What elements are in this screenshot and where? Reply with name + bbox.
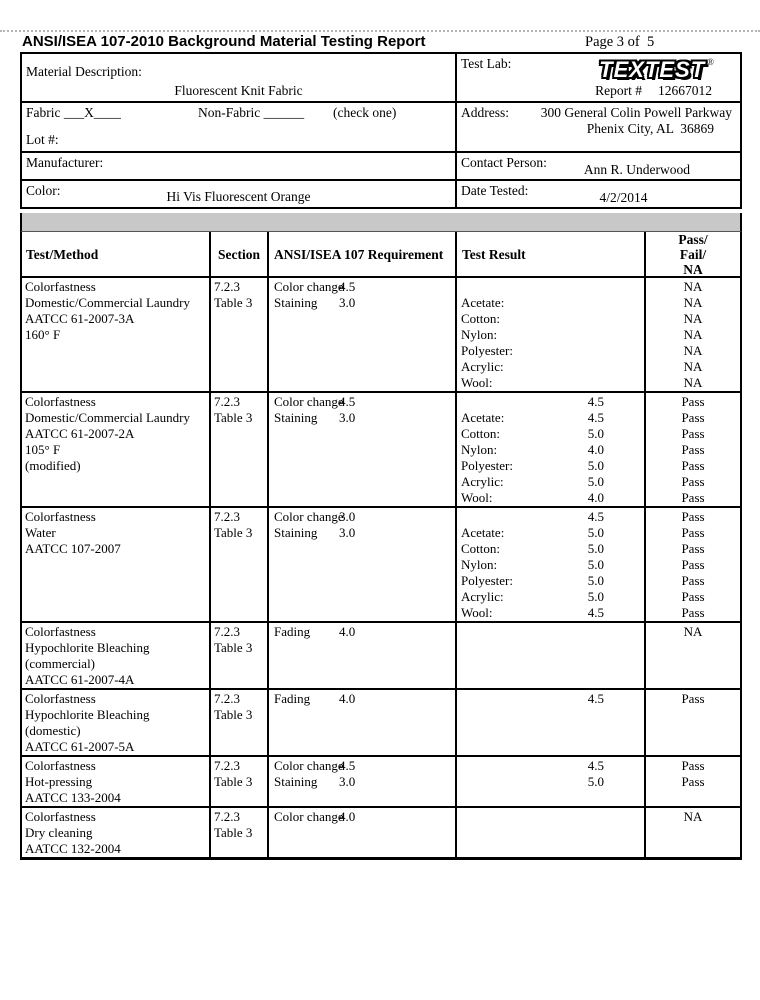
pass-fail-value: NA [683,375,703,390]
col-pass-fail: Pass/ Fail/ NA [644,232,740,277]
address-line-2: Phenix City, AL 36869 [586,121,714,136]
pass-fail-value: Pass [681,758,705,773]
requirement-line [269,624,455,640]
requirement-value: 3.0 [339,410,356,425]
requirement-cell [267,808,455,857]
result-fiber-label: Polyester: [461,458,513,473]
method-line: AATCC 132-2004 [25,841,121,856]
method-line: Colorfastness [25,691,96,706]
result-line [457,589,644,605]
report-number-value: 12667012 [658,83,712,98]
address-value [457,105,740,137]
date-tested-value: 4/2/2014 [599,190,648,205]
method-line: Hypochlorite Bleaching [25,707,150,722]
result-value: 4.0 [587,490,604,505]
separator-band [20,213,742,232]
date-tested-cell [455,181,740,207]
result-fiber-label: Acetate: [461,410,505,425]
fabric-label: Fabric ___X____ [26,105,121,120]
method-cell [22,808,209,857]
requirement-value: 3.0 [339,774,356,789]
requirement-cell [267,690,455,755]
section-line: 7.2.3 [214,809,240,824]
pass-cell [644,393,740,506]
result-cell [455,508,644,621]
method-line: AATCC 133-2004 [25,790,121,805]
requirement-value: 4.5 [339,279,356,294]
address-label: Address: [461,105,509,120]
method-line: AATCC 107-2007 [25,541,121,556]
result-fiber-label: Wool: [461,375,493,390]
pass-fail-value: Pass [681,525,705,540]
result-value: 5.0 [587,474,604,489]
requirement-name: Color change [274,509,344,524]
requirement-name: Staining [274,410,318,425]
result-value [604,279,644,295]
result-value [604,327,644,343]
pass-fail-value: NA [683,279,703,294]
result-value: 5.0 [587,426,604,441]
result-line [457,327,644,343]
result-line [457,426,644,442]
result-value: 5.0 [587,458,604,473]
result-value: 5.0 [587,541,604,556]
method-line: Colorfastness [25,809,96,824]
result-line [457,442,644,458]
method-line: Colorfastness [25,509,96,524]
test-row [22,393,740,508]
method-line: Colorfastness [25,758,96,773]
requirement-name: Fading [274,691,311,706]
requirement-value: 3.0 [339,295,356,310]
pass-fail-value: NA [683,359,703,374]
check-one-label: (check one) [333,105,397,120]
result-line [457,394,644,410]
result-value: 5.0 [587,557,604,572]
result-fiber-label: Acrylic: [461,589,504,604]
requirement-value: 4.0 [339,691,356,706]
pass-fail-value: Pass [681,774,705,789]
title-bar [22,33,738,51]
method-line: AATCC 61-2007-5A [25,739,135,754]
requirement-name: Color change [274,809,344,824]
result-value: 4.5 [587,394,604,409]
test-row [22,808,740,857]
requirement-cell [267,278,455,391]
pass-fail-value: Pass [681,458,705,473]
report-title: ANSI/ISEA 107-2010 Background Material Testing Report [22,33,426,50]
section-line: Table 3 [214,525,253,540]
requirement-cell [267,757,455,806]
result-value [604,375,644,391]
result-value: 5.0 [587,573,604,588]
info-row-manufacturer [22,153,740,181]
method-line: 105° F [25,442,61,457]
requirement-line [269,691,455,707]
result-line [457,410,644,426]
pass-cell [644,278,740,391]
method-line: (domestic) [25,723,81,738]
method-line: Colorfastness [25,279,96,294]
requirement-value: 4.5 [339,758,356,773]
result-line [457,509,644,525]
result-cell [455,808,644,857]
result-fiber-label: Acrylic: [461,474,504,489]
result-fiber-label: Polyester: [461,573,513,588]
section-cell [209,278,267,391]
test-row [22,690,740,757]
test-row [22,278,740,393]
pass-cell [644,508,740,621]
pass-fail-value: Pass [681,589,705,604]
result-line [457,490,644,506]
result-fiber-label: Acetate: [461,525,505,540]
col-test-result: Test Result [455,232,644,277]
test-row [22,508,740,623]
pass-cell [644,757,740,806]
method-cell [22,690,209,755]
result-line [457,541,644,557]
result-fiber-label: Nylon: [461,557,498,572]
col-requirement: ANSI/ISEA 107 Requirement [267,232,455,277]
date-tested-label: Date Tested: [461,183,529,198]
pass-fail-value: NA [683,343,703,358]
requirement-name: Staining [274,295,318,310]
fabric-checkline [22,103,455,121]
method-cell [22,757,209,806]
section-line: 7.2.3 [214,691,240,706]
pass-fail-value: NA [683,624,703,639]
fabric-cell [22,103,455,151]
result-fiber-label: Cotton: [461,426,501,441]
section-line: 7.2.3 [214,758,240,773]
section-line: Table 3 [214,640,253,655]
method-line: (modified) [25,458,81,473]
method-line: 160° F [25,327,61,342]
method-cell [22,623,209,688]
section-line: Table 3 [214,774,253,789]
pass-fail-value: Pass [681,605,705,620]
method-line: Hot-pressing [25,774,93,789]
section-line: 7.2.3 [214,279,240,294]
pass-fail-value: Pass [681,394,705,409]
requirement-value: 4.0 [339,624,356,639]
result-line [457,525,644,541]
contact-person-value: Ann R. Underwood [583,162,690,177]
section-cell [209,808,267,857]
method-line: (commercial) [25,656,96,671]
result-line [457,343,644,359]
pass-fail-value: Pass [681,691,705,706]
requirement-line [269,279,455,295]
result-fiber-label: Acetate: [461,295,505,310]
pass-fail-value: Pass [681,573,705,588]
report-number-label: Report # [595,83,642,98]
test-row [22,623,740,690]
result-value [604,343,644,359]
pass-fail-value: NA [683,809,703,824]
requirement-value: 4.5 [339,394,356,409]
section-line: Table 3 [214,295,253,310]
requirement-value: 3.0 [339,525,356,540]
result-value [604,359,644,375]
section-cell [209,623,267,688]
textest-logo-text: TEXTEST [599,57,706,82]
date-tested-value-line [457,190,740,206]
section-cell [209,757,267,806]
result-line [457,295,644,311]
info-row-fabric [22,103,740,153]
result-line [457,758,644,774]
address-line-1: 300 General Colin Powell Parkway [540,105,732,120]
pass-fail-value: Pass [681,410,705,425]
page-number: Page 3 of 5 [585,34,655,50]
result-cell [455,393,644,506]
contact-person-label: Contact Person: [461,155,547,170]
method-line: AATCC 61-2007-3A [25,311,135,326]
manufacturer-label: Manufacturer: [26,155,104,170]
manufacturer-cell [22,153,455,179]
col-test-method: Test/Method [26,246,99,262]
result-value: 4.5 [587,509,604,524]
requirement-name: Color change [274,394,344,409]
result-fiber-label: Nylon: [461,327,498,342]
col-section: Section [209,232,267,277]
result-value: 5.0 [587,525,604,540]
requirement-name: Color change [274,758,344,773]
result-value: 4.5 [587,691,604,706]
method-cell [22,393,209,506]
method-line: Domestic/Commercial Laundry [25,410,190,425]
method-line: Colorfastness [25,624,96,639]
result-line [457,458,644,474]
requirement-line [269,525,455,541]
method-line: Domestic/Commercial Laundry [25,295,190,310]
result-line [457,474,644,490]
method-line: AATCC 61-2007-4A [25,672,135,687]
pass-fail-value: NA [683,327,703,342]
test-row [22,757,740,808]
method-line: AATCC 61-2007-2A [25,426,135,441]
result-cell [455,757,644,806]
requirement-line [269,394,455,410]
contact-cell [455,153,740,179]
pass-fail-value: NA [683,311,703,326]
requirement-cell [267,623,455,688]
result-value: 4.0 [587,442,604,457]
pass-cell [644,690,740,755]
result-value: 5.0 [587,589,604,604]
test-table [20,232,742,860]
result-line [457,375,644,391]
requirement-value: 3.0 [339,509,356,524]
requirement-line [269,774,455,790]
pass-fail-value: Pass [681,442,705,457]
requirement-name: Staining [274,525,318,540]
requirement-line [269,410,455,426]
result-fiber-label: Cotton: [461,541,501,556]
pass-cell [644,808,740,857]
material-description-cell [22,54,455,101]
requirement-line [269,509,455,525]
requirement-line [269,809,455,825]
method-cell [22,278,209,391]
result-fiber-label: Cotton: [461,311,501,326]
test-rows [22,278,740,857]
section-line: 7.2.3 [214,394,240,409]
section-line: Table 3 [214,707,253,722]
material-description-value: Fluorescent Knit Fabric [174,83,303,98]
section-cell [209,508,267,621]
color-label: Color: [26,183,61,198]
result-cell [455,623,644,688]
pass-fail-value: Pass [681,509,705,524]
result-value [604,295,644,311]
requirement-name: Staining [274,774,318,789]
method-line: Hypochlorite Bleaching [25,640,150,655]
method-line: Dry cleaning [25,825,93,840]
test-lab-label: Test Lab: [461,56,512,71]
result-value: 4.5 [587,410,604,425]
info-row-color [22,181,740,207]
nonfabric-label: Non-Fabric ______ [198,105,305,120]
section-cell [209,393,267,506]
requirement-cell [267,508,455,621]
section-cell [209,690,267,755]
report-number-line [457,83,740,99]
test-table-header [22,232,740,278]
address-cell [455,103,740,151]
test-lab-cell [455,54,740,101]
result-fiber-label: Polyester: [461,343,513,358]
info-table [20,52,742,209]
result-fiber-label: Nylon: [461,442,498,457]
info-row-material [22,54,740,103]
requirement-line [269,758,455,774]
result-line [457,279,644,295]
lot-label: Lot #: [26,132,59,147]
result-line [457,573,644,589]
result-value: 4.5 [587,605,604,620]
result-line [457,557,644,573]
result-value: 4.5 [587,758,604,773]
pass-fail-value: Pass [681,474,705,489]
perforation-line [0,30,760,32]
section-line: Table 3 [214,410,253,425]
result-fiber-label: Acrylic: [461,359,504,374]
requirement-value: 4.0 [339,809,356,824]
registered-mark: ® [707,57,714,67]
result-value [604,311,644,327]
section-line: 7.2.3 [214,509,240,524]
result-value: 5.0 [587,774,604,789]
method-line: Colorfastness [25,394,96,409]
requirement-name: Fading [274,624,311,639]
pass-fail-value: Pass [681,490,705,505]
section-line: 7.2.3 [214,624,240,639]
section-line: Table 3 [214,825,253,840]
pass-fail-value: Pass [681,541,705,556]
result-fiber-label: Wool: [461,605,493,620]
result-cell [455,690,644,755]
result-line [457,774,644,790]
pass-fail-value: NA [683,295,703,310]
result-cell [455,278,644,391]
result-fiber-label: Wool: [461,490,493,505]
requirement-line [269,295,455,311]
material-description-label: Material Description: [26,64,142,79]
color-cell [22,181,455,207]
pass-fail-value: Pass [681,426,705,441]
color-value: Hi Vis Fluorescent Orange [166,189,311,204]
result-line [457,359,644,375]
method-line: Water [25,525,56,540]
requirement-name: Color change [274,279,344,294]
result-line [457,605,644,621]
requirement-cell [267,393,455,506]
pass-fail-value: Pass [681,557,705,572]
result-line [457,691,644,707]
method-cell [22,508,209,621]
textest-logo [599,57,714,83]
result-line [457,311,644,327]
pass-cell [644,623,740,688]
